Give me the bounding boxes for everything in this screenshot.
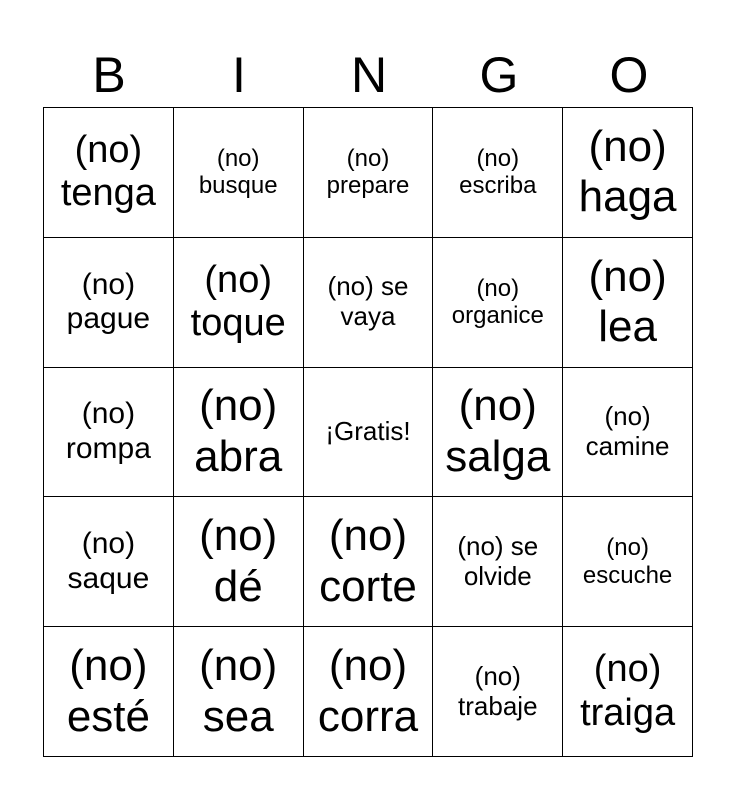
bingo-cell[interactable]	[174, 497, 304, 627]
bingo-cell[interactable]	[433, 497, 563, 627]
cell-text: (no) pague	[66, 267, 151, 336]
bingo-cell[interactable]	[563, 238, 693, 368]
cell-text: (no) escuche	[582, 534, 673, 589]
cell-text: (no) se olvide	[457, 530, 539, 591]
cell-text: (no) busque	[198, 144, 278, 200]
bingo-cell[interactable]	[563, 368, 693, 498]
cell-text: (no) toque	[190, 258, 286, 345]
bingo-cell[interactable]	[433, 368, 563, 498]
cell-text: (no) corra	[317, 641, 419, 741]
cell-text: (no) tenga	[60, 128, 156, 215]
cell-text: (no) sea	[199, 641, 278, 741]
cell-text: (no) lea	[588, 251, 667, 352]
cell-text: (no) traiga	[580, 647, 676, 734]
cell-text: (no) haga	[578, 121, 677, 222]
bingo-header	[44, 40, 694, 110]
cell-text: (no) salga	[445, 381, 551, 481]
bingo-cell[interactable]	[44, 108, 174, 238]
bingo-cell[interactable]	[174, 368, 304, 498]
cell-text: (no) prepare	[326, 144, 410, 200]
bingo-cell[interactable]	[304, 238, 434, 368]
cell-text: (no) abra	[194, 381, 283, 481]
bingo-board	[43, 107, 693, 757]
bingo-cell[interactable]	[304, 627, 434, 757]
bingo-cell[interactable]	[174, 108, 304, 238]
free-space-cell[interactable]	[304, 368, 434, 498]
cell-text: (no) saque	[67, 527, 150, 595]
bingo-cell[interactable]	[44, 497, 174, 627]
bingo-cell[interactable]	[304, 497, 434, 627]
cell-text: (no) rompa	[65, 397, 151, 465]
header-letter-g: G	[479, 47, 519, 103]
cell-text: (no) se vaya	[327, 271, 409, 332]
cell-text: (no) organice	[451, 274, 544, 330]
bingo-cell[interactable]	[44, 238, 174, 368]
bingo-cell[interactable]	[433, 108, 563, 238]
cell-text: (no) escriba	[459, 144, 537, 200]
bingo-cell[interactable]	[563, 108, 693, 238]
bingo-cell[interactable]	[44, 368, 174, 498]
cell-text: (no) dé	[199, 511, 278, 611]
header-letter-n: N	[350, 47, 388, 103]
bingo-cell[interactable]	[304, 108, 434, 238]
bingo-cell[interactable]	[563, 497, 693, 627]
bingo-cell[interactable]	[563, 627, 693, 757]
header-letter-i: I	[232, 47, 246, 103]
bingo-cell[interactable]	[174, 238, 304, 368]
bingo-cell[interactable]	[433, 238, 563, 368]
header-letter-o: O	[609, 47, 649, 103]
cell-text: (no) camine	[585, 401, 670, 461]
bingo-cell[interactable]	[174, 627, 304, 757]
bingo-cell[interactable]	[44, 627, 174, 757]
cell-text: (no) esté	[66, 641, 150, 741]
bingo-cell[interactable]	[433, 627, 563, 757]
cell-text: (no) corte	[319, 511, 417, 611]
header-letter-b: B	[92, 47, 126, 103]
free-space-text: ¡Gratis!	[325, 416, 411, 447]
cell-text: (no) trabaje	[458, 660, 538, 721]
